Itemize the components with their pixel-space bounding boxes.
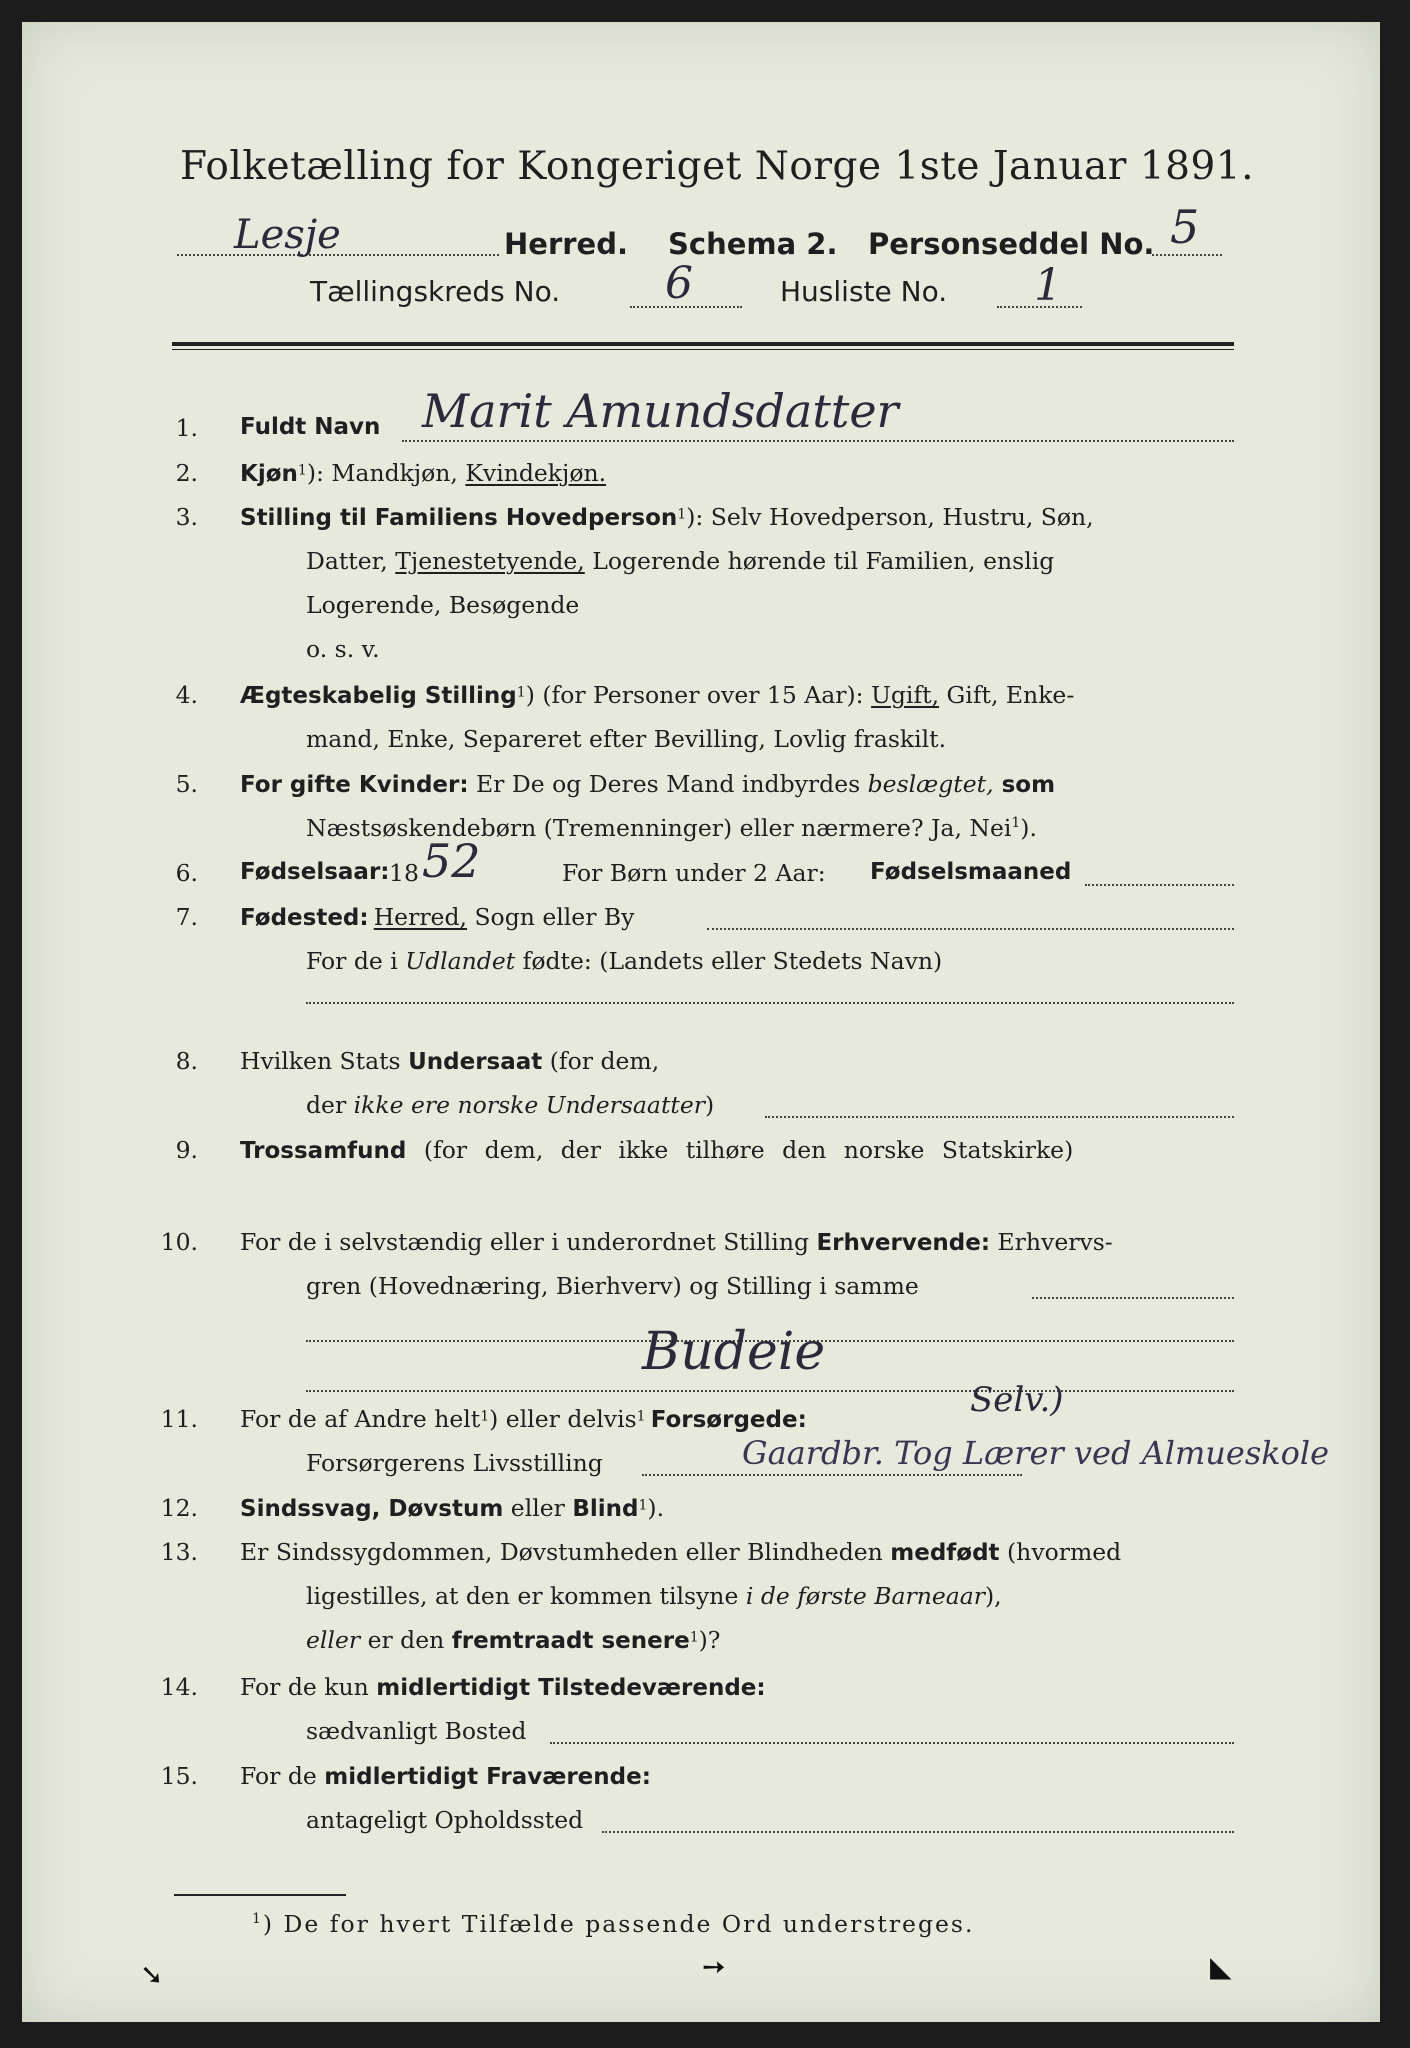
item-text: ) eller delvis: [489, 1405, 637, 1433]
item-number: 9.: [175, 1136, 198, 1164]
item-line: [240, 770, 1055, 798]
item-line: [306, 1582, 1002, 1610]
item-label: midlertidigt Fraværende:: [324, 1764, 651, 1790]
footnote-ref: 1: [516, 684, 526, 701]
item-number: 3.: [175, 503, 198, 531]
item-text: o. s. v.: [306, 635, 380, 663]
schema-label: Schema 2.: [668, 227, 838, 261]
item-text: For de i: [306, 947, 406, 975]
occupation-field-line: [1032, 1297, 1234, 1299]
abroad-birthplace-field-line: [306, 1002, 1234, 1004]
item-text-underlined: Tjenestetyende,: [395, 547, 585, 575]
item-line: [306, 1626, 720, 1654]
item-text: Er Sindssygdommen, Døvstumheden eller Blindheden: [240, 1538, 891, 1566]
item-text: ).: [1020, 814, 1037, 842]
item-text-underlined: Ugift,: [871, 681, 940, 709]
item-text: For de af Andre helt: [240, 1405, 481, 1433]
item-text: For de i selvstændig eller i underordnet Stilling: [240, 1228, 817, 1256]
item-label: midlertidigt Tilstedeværende:: [376, 1675, 766, 1701]
header-rule-thin: [172, 349, 1234, 350]
taellingskreds-label: Tællingskreds No.: [310, 275, 561, 308]
item-text: er den: [360, 1626, 452, 1654]
item-line: [240, 1228, 1113, 1256]
item-label: fremtraadt senere: [451, 1628, 690, 1654]
item-text: Sogn eller By: [466, 903, 635, 931]
punch-mark-icon: ➙: [702, 1950, 726, 1983]
personseddel-value: 5: [1170, 200, 1200, 254]
item-label: Ægteskabelig Stilling: [240, 683, 517, 709]
occupation-value: Budeie: [642, 1322, 826, 1382]
item-text: som: [993, 772, 1056, 798]
husliste-value: 1: [1034, 260, 1062, 311]
name-value: Marit Amundsdatter: [422, 384, 899, 438]
item-text: ): [704, 1091, 715, 1119]
footnote-ref: 1: [689, 1629, 699, 1646]
item-number: 5.: [175, 770, 198, 798]
footnote-ref: 1: [1011, 815, 1021, 832]
item-number: 14.: [160, 1673, 198, 1701]
footnote-ref: 1: [636, 1408, 646, 1425]
item-text: sædvanligt Bosted: [306, 1717, 527, 1745]
item-label: Trossamfund: [240, 1138, 407, 1164]
item-text: Gift, Enke-: [939, 681, 1075, 709]
item-line: [306, 814, 1037, 842]
footnote-divider: [174, 1894, 346, 1896]
footnote-ref: 1: [480, 1408, 490, 1425]
herred-label: Herred.: [504, 227, 628, 261]
item-text-italic: beslægtet,: [867, 770, 994, 798]
item-line: [240, 1762, 651, 1790]
item-line: [240, 681, 1074, 709]
item-number: 6.: [175, 859, 198, 887]
item-text-italic: eller: [306, 1626, 361, 1654]
item-text-underlined: Herred,: [373, 903, 467, 931]
item-label: Undersaat: [408, 1049, 543, 1075]
item-label: Sindssvag, Døvstum: [240, 1496, 504, 1522]
item-text: ),: [985, 1582, 1002, 1610]
item-number: 7.: [175, 903, 198, 931]
item-text: Hvilken Stats: [240, 1047, 409, 1075]
item-label: medfødt: [890, 1540, 1000, 1566]
item-line: [306, 547, 1054, 575]
name-field-line: [402, 440, 1234, 442]
occupation-field-line-3: [306, 1390, 1234, 1392]
personseddel-label: Personseddel No.: [868, 227, 1155, 261]
item-label: Kjøn: [240, 461, 298, 487]
item-number: 11.: [160, 1405, 198, 1433]
item-number: 4.: [175, 681, 198, 709]
item-number: 8.: [175, 1047, 198, 1075]
item-text: ) (for Personer over 15 Aar):: [525, 681, 872, 709]
taellingskreds-value: 6: [665, 258, 693, 309]
item-line: [240, 1136, 1073, 1164]
item-text: Erhvervs-: [990, 1228, 1113, 1256]
item-line: [240, 1538, 1121, 1566]
item-text: ): Mandkjøn,: [306, 459, 466, 487]
probable-residence-field-line: [602, 1831, 1234, 1833]
item-text: For de: [240, 1762, 325, 1790]
usual-residence-field-line: [550, 1742, 1234, 1744]
husliste-label: Husliste No.: [780, 275, 948, 308]
item-text: Logerende hørende til Familien, enslig: [584, 547, 1055, 575]
footnote-text: ) De for hvert Tilfælde passende Ord understreges.: [262, 1910, 975, 1938]
item-line: [240, 503, 1094, 531]
item-text: Næstsøskendebørn (Tremenninger) eller nærmere? Ja, Nei: [306, 814, 1012, 842]
item-label: Forsørgede:: [650, 1407, 807, 1433]
item-line: [240, 1494, 664, 1522]
item-line: [240, 1405, 807, 1433]
item-number: 13.: [160, 1538, 198, 1566]
item-text: gren (Hovednæring, Bierhverv) og Stilling i samme: [306, 1272, 919, 1300]
form-title: Folketælling for Kongeriget Norge 1ste Januar 1891.: [180, 144, 1254, 189]
birth-year-value: 52: [422, 834, 481, 888]
footnote-ref: 1: [297, 462, 307, 479]
item-text: ligestilles, at den er kommen tilsyne: [306, 1582, 746, 1610]
footnote-ref: 1: [252, 1911, 263, 1928]
personseddel-field-line: [1152, 254, 1222, 256]
item-number: 10.: [160, 1228, 198, 1256]
item-text: Datter,: [306, 547, 396, 575]
item-text: (hvormed: [999, 1538, 1122, 1566]
header-rule: [172, 342, 1234, 346]
punch-mark-icon: ◣: [1210, 1950, 1232, 1983]
item-line: [240, 903, 634, 931]
item-line: [306, 947, 942, 975]
item-text-italic: i de første Barneaar: [745, 1582, 986, 1610]
item-text: Er De og Deres Mand indbyrdes: [468, 770, 868, 798]
punch-mark-icon: ➘: [140, 1958, 164, 1991]
footnote-ref: 1: [677, 506, 687, 523]
item-label: Stilling til Familiens Hovedperson: [240, 505, 678, 531]
forsorgede-value: Selv.): [970, 1380, 1064, 1420]
item-number: 1.: [175, 414, 198, 442]
item-label: Fuldt Navn: [240, 414, 381, 440]
item-number: 15.: [160, 1762, 198, 1790]
item-text-underlined: Kvindekjøn.: [465, 459, 607, 487]
item-text: For de kun: [240, 1673, 377, 1701]
item-label: Fødested:: [240, 905, 369, 931]
item-line: [240, 459, 606, 487]
footnote-ref: 1: [638, 1497, 648, 1514]
birth-year-prefix: 18: [389, 859, 419, 887]
item-label: Blind: [572, 1496, 639, 1522]
item-label: Erhvervende:: [816, 1230, 991, 1256]
citizenship-field-line: [765, 1116, 1234, 1118]
census-form-page: [22, 22, 1380, 2022]
item-label: Fødselsaar:: [240, 859, 390, 885]
provider-occupation-value: Gaardbr. Tog Lærer ved Almueskole: [742, 1434, 1330, 1472]
item-line: [240, 1673, 766, 1701]
herred-value: Lesje: [234, 212, 341, 258]
item-text: der: [306, 1091, 354, 1119]
item-text: ): Selv Hovedperson, Hustru, Søn,: [686, 503, 1094, 531]
item-text-italic: ikke ere norske Undersaatter: [353, 1091, 705, 1119]
item-text: )?: [698, 1626, 721, 1654]
item-line: [306, 1091, 714, 1119]
item-text: For Børn under 2 Aar:: [562, 859, 826, 887]
birthplace-field-line: [707, 928, 1234, 930]
item-label: Fødselsmaaned: [870, 859, 1072, 885]
item-text: eller: [503, 1494, 573, 1522]
item-text: (for dem,: [542, 1047, 660, 1075]
item-text: fødte: (Landets eller Stedets Navn): [515, 947, 943, 975]
item-number: 2.: [175, 459, 198, 487]
item-line: [240, 1047, 659, 1075]
item-text: Logerende, Besøgende: [306, 591, 580, 619]
item-text: Forsørgerens Livsstilling: [306, 1449, 603, 1477]
item-label: For gifte Kvinder:: [240, 772, 469, 798]
item-text: mand, Enke, Separeret efter Bevilling, Lovlig fraskilt.: [306, 725, 947, 753]
birth-month-field-line: [1085, 884, 1234, 886]
item-text: ).: [647, 1494, 665, 1522]
footnote: [252, 1910, 974, 1938]
item-text: (for dem, der ikke tilhøre den norske Statskirke): [406, 1136, 1074, 1164]
item-text-italic: Udlandet: [405, 947, 516, 975]
item-text: antageligt Opholdssted: [306, 1806, 584, 1834]
item-number: 12.: [160, 1494, 198, 1522]
